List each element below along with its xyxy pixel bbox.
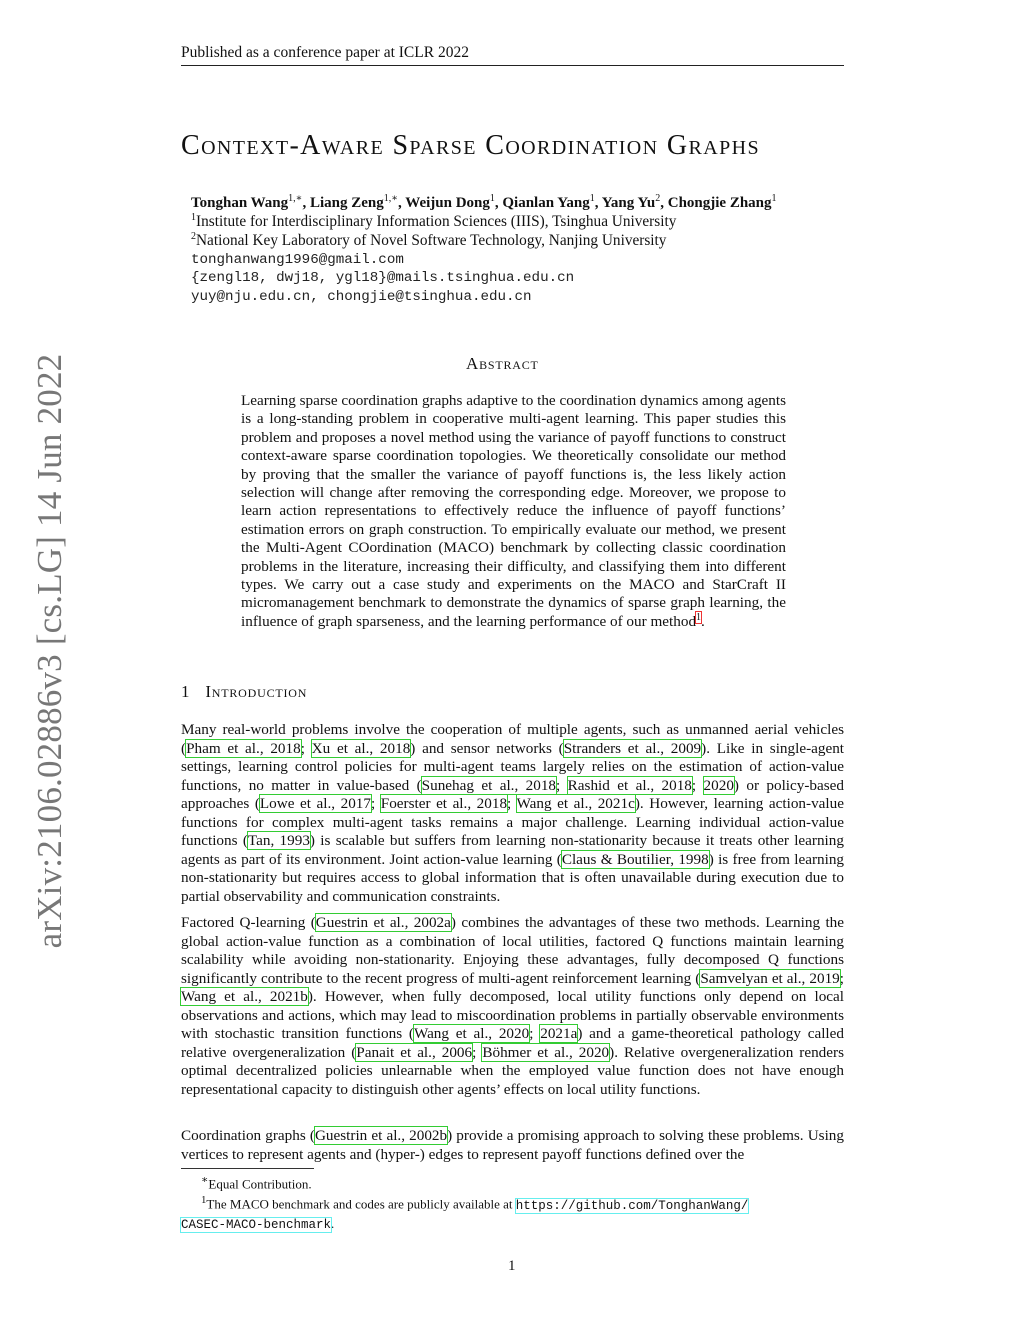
author-name: Liang Zeng — [309, 195, 384, 211]
footnote-text: Equal Contribution. — [208, 1176, 312, 1192]
citation-link[interactable]: Böhmer et al., 2020 — [482, 1043, 610, 1061]
citation-link[interactable]: Wang et al., 2020 — [413, 1025, 530, 1042]
citation-link[interactable]: Panait et al., 2006 — [356, 1043, 473, 1061]
citation-link[interactable]: Foerster et al., 2018 — [380, 795, 508, 812]
footnote-end: . — [331, 1215, 335, 1231]
footnote-rule — [181, 1168, 314, 1169]
footnote-symbol: 1 — [201, 1194, 207, 1207]
citation-link[interactable]: Wang et al., 2021b — [181, 988, 308, 1005]
affiliation-sup: 2 — [191, 231, 196, 242]
intro-paragraph-1: Many real-world problems involve the cooperation of multiple agents, such as unmanned aerial vehicles (Pham et al., 2018; Xu et al., 2018) and sensor networks (Stranders et al., 2009). Like in single-agent settings, learning control policies for multi-agent teams largely relies on the estimation of action-value functions, no matter in value-based (Sunehag et al., 2018; Rashid et al., 2018; 2020) or policy-based approaches (Lowe et al., 2017; Foerster et al., 2018; Wang et al., 2021c). However, learning action-value functions for complex multi-agent tasks remains a major challenge. Learning individual action-value functions (Tan, 1993) is scalable but suffers from learning non-stationarity because it treats other learning agents as part of its environment. Joint action-value learning (Claus & Boutilier, 1998) is free from learning non-stationarity but requires access to global information that is often unavailable during execution due to partial observability and communication constraints. — [181, 721, 845, 905]
affiliation-text: National Key Laboratory of Novel Software Technology, Nanjing University — [196, 232, 667, 250]
citation-link[interactable]: Stranders et al., 2009 — [563, 739, 702, 757]
abstract-end: . — [701, 612, 705, 630]
author-name: Qianlan Yang — [502, 195, 590, 211]
page-number: 1 — [508, 1258, 516, 1274]
citation-link[interactable]: Rashid et al., 2018 — [567, 776, 692, 794]
citation-link[interactable]: Guestrin et al., 2002b — [314, 1127, 448, 1144]
citation-link[interactable]: Tan, 1993 — [247, 832, 310, 849]
author-sup: 1 — [589, 193, 595, 204]
paper-title: Context-Aware Sparse Coordination Graphs — [181, 130, 760, 161]
author-sup: 1 — [489, 193, 495, 204]
footnote-symbol: ∗ — [201, 1174, 209, 1186]
affiliation — [191, 231, 666, 250]
citation-link[interactable]: 2020 — [703, 776, 734, 794]
footnote-equal — [181, 1172, 844, 1192]
abstract-text — [241, 392, 786, 631]
running-header: Published as a conference paper at ICLR 2022 — [181, 44, 469, 61]
citation-link[interactable]: Lowe et al., 2017 — [259, 795, 371, 812]
author-sup: 2 — [655, 193, 661, 204]
email-line: {zengl18, dwj18, ygl18}@mails.tsinghua.edu.cn — [191, 270, 575, 286]
footnote-text: The MACO benchmark and codes are publicly available at — [206, 1196, 516, 1212]
affiliation — [191, 212, 676, 231]
author-name: Tonghan Wang — [191, 195, 289, 211]
footnotes — [181, 1172, 844, 1234]
abstract-body: Learning sparse coordination graphs adaptive to the coordination dynamics among agents is a long-standing problem in cooperative multi-agent learning. This paper studies this problem and proposes a novel method using the variance of payoff functions to construct context-aware sparse coordination topologies. We theoretically consolidate our method by proving that the smaller the variance of payoff functions is, the less likely action selection will change after removing the corresponding edge. Moreover, we propose to learn action representations to effectively reduce the influence of payoff functions’ estimation errors on graph construction. To empirically evaluate our method, we present the Multi-Agent COordination (MACO) benchmark by collecting classic coordination problems in the literature, increasing their difficulty, and classifying them into different types. We carry out a case study and experiments on the MACO and StarCraft II micromanagement benchmark to demonstrate the dynamics of sparse graph learning, the influence of graph sparseness, and the learning performance of our method — [241, 392, 786, 630]
citation-link[interactable]: Guestrin et al., 2002a — [315, 914, 451, 931]
author-name: Yang Yu — [601, 195, 656, 211]
author-name: Weijun Dong — [405, 195, 490, 211]
citation-link[interactable]: Wang et al., 2021c — [516, 795, 635, 812]
intro-paragraph-2: Factored Q-learning (Guestrin et al., 2002a) combines the advantages of these two methods. Learning the global action-value function as a combination of local utilities, factored Q functions maintain learning scalability while avoiding non-stationarity. Enjoying these advantages, fully decomposed Q functions significantly contribute to the recent progress of multi-agent reinforcement learning (Samvelyan et al., 2019; Wang et al., 2021b). However, when fully decomposed, local utility functions only depend on local observations and actions, which may lead to miscoordination problems in partially observable environments with stochastic transition functions (Wang et al., 2020; 2021a) and a game-theoretical pathology called relative overgeneralization (Panait et al., 2006; Böhmer et al., 2020). Relative overgeneralization renders optimal decentralized policies unlearnable when the employed value function does not have enough representational capacity to distinguish other agents’ effects on local utility functions. — [181, 914, 844, 1098]
arxiv-stamp: arXiv:2106.02886v3 [cs.LG] 14 Jun 2022 — [30, 353, 69, 949]
section-title: Introduction — [205, 682, 308, 701]
repo-url-link[interactable]: https://github.com/TonghanWang/ — [515, 1198, 749, 1213]
section-number: 1 — [181, 682, 191, 701]
citation-link[interactable]: Pham et al., 2018 — [186, 739, 301, 757]
email-line: yuy@nju.edu.cn, chongjie@tsinghua.edu.cn — [191, 289, 532, 305]
repo-url-link-cont[interactable]: CASEC-MACO-benchmark — [181, 1217, 332, 1232]
citation-link[interactable]: Sunehag et al., 2018 — [421, 776, 557, 794]
affiliation-text: Institute for Interdisciplinary Information Sciences (IIIS), Tsinghua University — [196, 213, 677, 231]
citation-link[interactable]: Samvelyan et al., 2019 — [700, 969, 840, 987]
header-rule — [181, 65, 844, 66]
footnote-ref-link[interactable]: 1 — [696, 611, 702, 623]
author-sup: 1,∗ — [383, 193, 399, 204]
footnote-code — [181, 1192, 844, 1214]
intro-paragraph-3: Coordination graphs (Guestrin et al., 2002b) provide a promising approach to solving these problems. Using vertices to represent agents and (hyper-) edges to represent payoff functions defined over the — [181, 1127, 844, 1163]
author-name: Chongjie Zhang — [667, 195, 772, 211]
author-sup: 1 — [771, 193, 777, 204]
citation-link[interactable]: Xu et al., 2018 — [311, 739, 411, 757]
footnote-code-cont — [181, 1215, 844, 1234]
affiliation-sup: 1 — [191, 212, 196, 223]
intro-heading — [181, 682, 307, 702]
email-line: tonghanwang1996@gmail.com — [191, 252, 404, 268]
author-sup: 1,∗ — [288, 193, 303, 204]
citation-link[interactable]: Claus & Boutilier, 1998 — [561, 850, 709, 868]
abstract-heading: Abstract — [466, 354, 539, 373]
citation-link[interactable]: 2021a — [540, 1025, 578, 1042]
author-list: Tonghan Wang$^{1,∗}$, Liang Zeng$^{1,∗}$, Weijun Dong$^1$, Qianlan Yang$^1$, Yang Yu$^2$, Chongjie Zhang$^1$ — [191, 193, 777, 211]
